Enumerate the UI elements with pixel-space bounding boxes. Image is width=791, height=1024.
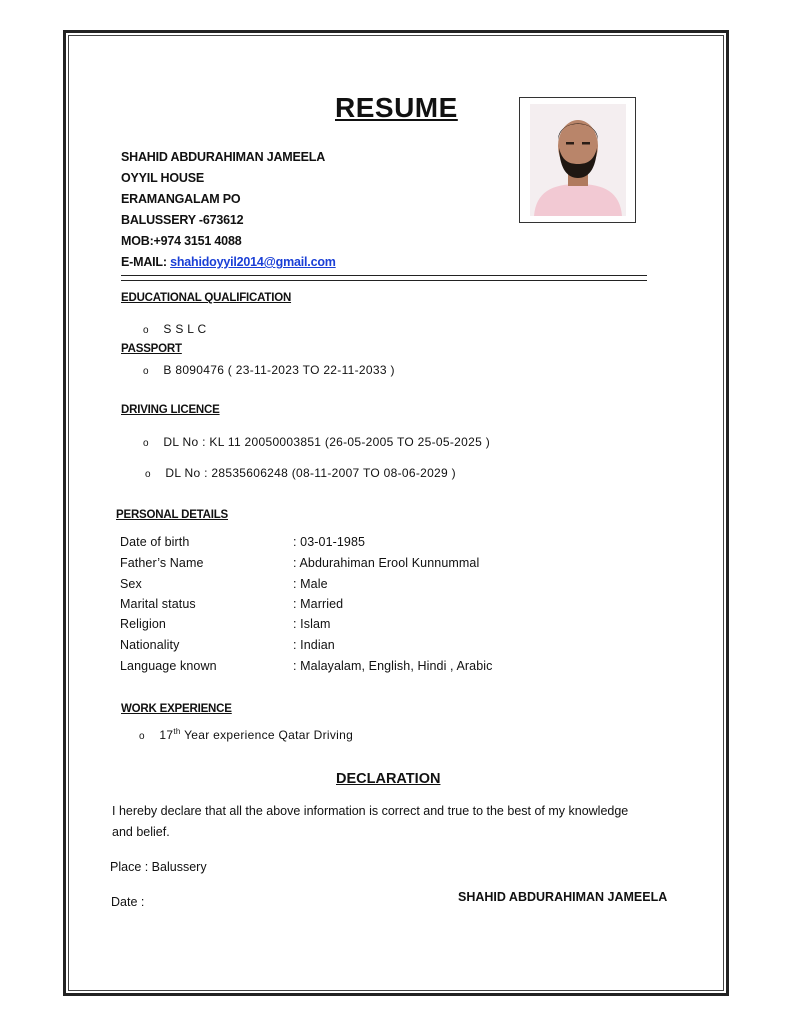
work-ordinal: th <box>173 727 181 736</box>
list-item <box>143 322 206 336</box>
profile-photo <box>519 97 636 223</box>
list-item <box>143 435 490 449</box>
bullet-icon: o <box>145 469 151 480</box>
work-number: 17 <box>159 728 174 742</box>
separator-line <box>121 275 647 281</box>
email-link[interactable]: shahidoyyil2014@gmail.com <box>170 255 336 269</box>
contact-po: ERAMANGALAM PO <box>121 192 241 206</box>
declaration-heading: DECLARATION <box>336 771 441 787</box>
language-value: : Malayalam, English, Hindi , Arabic <box>293 659 493 673</box>
personal-heading: PERSONAL DETAILS <box>116 509 229 521</box>
email-label: E-MAIL: <box>121 255 171 269</box>
contact-mobile: MOB:+974 3151 4088 <box>121 234 242 248</box>
declaration-line-2: and belief. <box>112 825 170 839</box>
portrait-image <box>530 104 626 216</box>
marital-label: Marital status <box>120 597 196 611</box>
declaration-line-1: I hereby declare that all the above information is correct and true to the best of my knowledge <box>112 804 629 818</box>
contact-name: SHAHID ABDURAHIMAN JAMEELA <box>121 150 326 164</box>
contact-email-row <box>121 255 336 269</box>
education-heading: EDUCATIONAL QUALIFICATION <box>121 292 292 304</box>
driving-heading: DRIVING LICENCE <box>121 404 220 416</box>
work-heading: WORK EXPERIENCE <box>121 703 232 715</box>
nationality-value: : Indian <box>293 638 335 652</box>
father-value: : Abdurahiman Erool Kunnummal <box>293 556 480 570</box>
driving-item-2: DL No : 28535606248 (08-11-2007 TO 08-06-2029 ) <box>165 466 456 480</box>
date-text: Date : <box>111 895 145 909</box>
dob-label: Date of birth <box>120 535 190 549</box>
signature-name: SHAHID ABDURAHIMAN JAMEELA <box>458 890 668 904</box>
marital-value: : Married <box>293 597 344 611</box>
work-text: Year experience Qatar Driving <box>180 728 354 742</box>
contact-city: BALUSSERY -673612 <box>121 213 244 227</box>
resume-title: RESUME <box>335 92 458 123</box>
place-text: Place : Balussery <box>110 860 207 874</box>
religion-label: Religion <box>120 617 166 631</box>
contact-house: OYYIL HOUSE <box>121 171 205 185</box>
driving-item-1: DL No : KL 11 20050003851 (26-05-2005 TO 25-05-2025 ) <box>163 435 490 449</box>
bullet-icon: o <box>143 438 149 449</box>
language-label: Language known <box>120 659 217 673</box>
list-item <box>143 363 395 377</box>
nationality-label: Nationality <box>120 638 180 652</box>
list-item <box>139 727 353 742</box>
education-item: S S L C <box>163 322 207 336</box>
sex-label: Sex <box>120 577 142 591</box>
list-item <box>145 466 456 480</box>
father-label: Father’s Name <box>120 556 204 570</box>
sex-value: : Male <box>293 577 328 591</box>
bullet-icon: o <box>143 366 149 377</box>
bullet-icon: o <box>143 325 149 336</box>
dob-value: : 03-01-1985 <box>293 535 366 549</box>
passport-item: B 8090476 ( 23-11-2023 TO 22-11-2033 ) <box>163 363 395 377</box>
religion-value: : Islam <box>293 617 331 631</box>
bullet-icon: o <box>139 731 145 742</box>
passport-heading: PASSPORT <box>121 343 182 355</box>
